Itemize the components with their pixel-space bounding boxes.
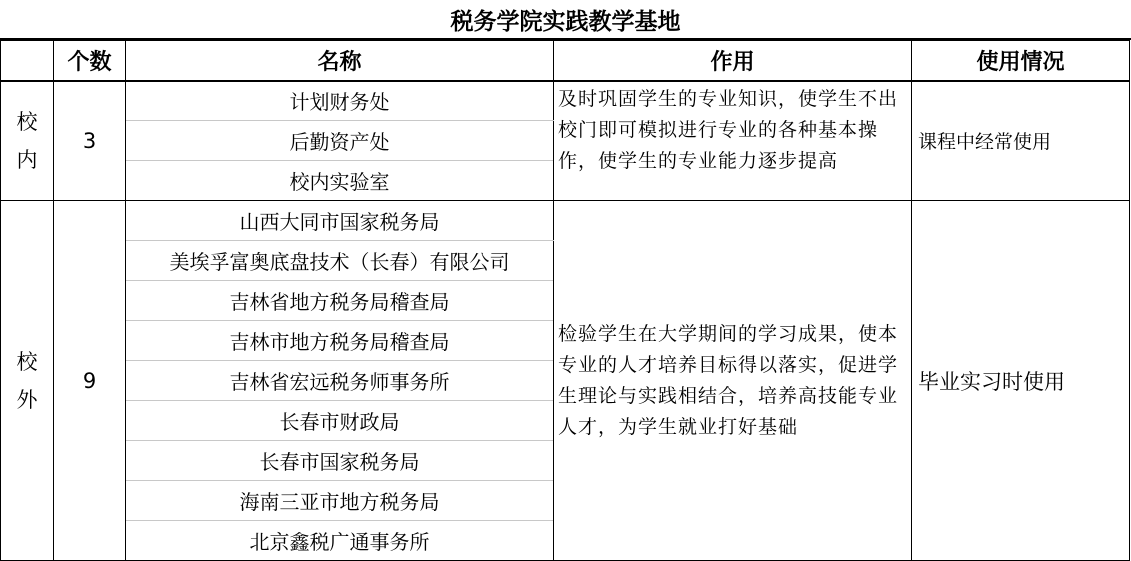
header-blank-cell[interactable] [1,41,54,81]
header-usage[interactable]: 使用情况 [912,41,1130,81]
base-name-cell[interactable]: 吉林省地方税务局稽查局 [126,281,554,321]
base-table [0,40,1130,561]
base-name-cell[interactable]: 校内实验室 [126,161,554,201]
base-name-cell[interactable]: 计划财务处 [126,81,554,121]
table-row [1,201,1130,241]
location-char: 校 [16,109,38,134]
usage-external-cell[interactable]: 毕业实习时使用 [912,201,1130,561]
base-name-cell[interactable]: 长春市国家税务局 [126,441,554,481]
base-name-cell[interactable]: 美埃孚富奥底盘技术（长春）有限公司 [126,241,554,281]
location-internal-cell[interactable] [1,81,54,201]
base-name-cell[interactable]: 长春市财政局 [126,401,554,441]
base-name-cell[interactable]: 后勤资产处 [126,121,554,161]
header-role[interactable]: 作用 [554,41,912,81]
role-external-cell[interactable]: 检验学生在大学期间的学习成果，使本专业的人才培养目标得以落实，促进学生理论与实践相结合，培养高技能专业人才，为学生就业打好基础 [554,201,912,561]
base-name-cell[interactable]: 北京鑫税广通事务所 [126,521,554,561]
base-name-cell[interactable]: 吉林省宏远税务师事务所 [126,361,554,401]
location-char: 内 [16,147,38,172]
header-count[interactable]: 个数 [54,41,126,81]
header-name[interactable]: 名称 [126,41,554,81]
role-internal-cell[interactable]: 及时巩固学生的专业知识，使学生不出校门即可模拟进行专业的各种基本操作，使学生的专业能力逐步提高 [554,81,912,201]
base-name-cell[interactable]: 吉林市地方税务局稽查局 [126,321,554,361]
table-row [1,81,1130,121]
location-char: 校 [16,349,38,374]
count-internal-cell[interactable]: 3 [54,81,126,201]
usage-internal-cell[interactable]: 课程中经常使用 [912,81,1130,201]
count-external-cell[interactable]: 9 [54,201,126,561]
sheet-title: 税务学院实践教学基地 [0,0,1131,40]
location-external-cell[interactable] [1,201,54,561]
base-name-cell[interactable]: 海南三亚市地方税务局 [126,481,554,521]
header-row [1,41,1130,81]
base-name-cell[interactable]: 山西大同市国家税务局 [126,201,554,241]
location-char: 外 [16,387,38,412]
